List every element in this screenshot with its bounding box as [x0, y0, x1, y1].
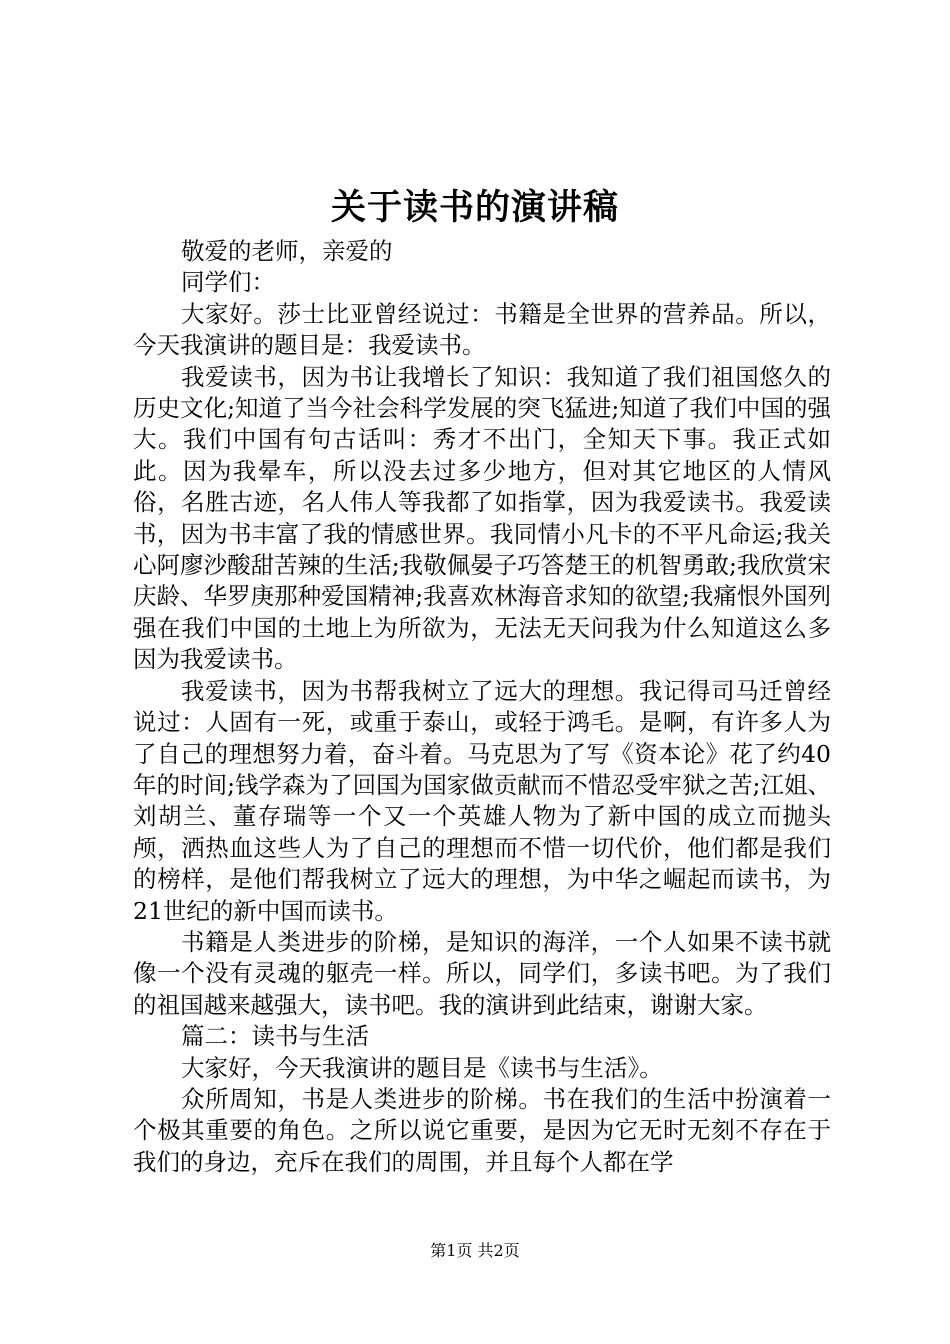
paragraph-part-two-intro: 大家好，今天我演讲的题目是《读书与生活》。 — [181, 1053, 663, 1082]
salutation-line-1: 敬爱的老师，亲爱的 — [181, 237, 393, 265]
paragraph-opening: 大家好。莎士比亚曾经说过：书籍是全世界的营养品。所以，今天我演讲的题目是：我爱读书。 — [133, 299, 831, 360]
page-footer: 第1页 共2页 — [430, 1241, 520, 1260]
paragraph-knowledge: 我爱读书，因为书让我增长了知识：我知道了我们祖国悠久的历史文化;知道了当今社会科学发展的突飞猛进;知道了我们中国的强大。我们中国有句古话叫：秀才不出门，全知天下事。我正式如此。因为我晕车，所以没去过多少地方，但对其它地区的人情风俗，名胜古迹，名人伟人等我都了如指掌，因为我爱读书。我爱读书，因为书丰富了我的情感世界。我同情小凡卡的不平凡命运;我关心阿廖沙酸甜苦辣的生活;我敬佩晏子巧答楚王的机智勇敢;我欣赏宋庆龄、华罗庚那种爱国精神;我喜欢林海音求知的欲望;我痛恨外国列强在我们中国的土地上为所欲为，无法无天问我为什么知道这么多因为我爱读书。 — [133, 362, 831, 674]
document-body — [133, 236, 831, 1178]
section-heading-part-two: 篇二：读书与生活 — [181, 1022, 369, 1051]
paragraph-ideals: 我爱读书，因为书帮我树立了远大的理想。我记得司马迁曾经说过：人固有一死，或重于泰山，或轻于鸿毛。是啊，有许多人为了自己的理想努力着，奋斗着。马克思为了写《资本论》花了约40年的时间;钱学森为了回国为国家做贡献而不惜忍受牢狱之苦;江姐、刘胡兰、董存瑞等一个又一个英雄人物为了新中国的成立而抛头颅，洒热血这些人为了自己的理想而不惜一切代价，他们都是我们的榜样，是他们帮我树立了远大的理想，为中华之崛起而读书，为21世纪的新中国而读书。 — [133, 676, 831, 925]
paragraph-closing: 书籍是人类进步的阶梯，是知识的海洋，一个人如果不读书就像一个没有灵魂的躯壳一样。所以，同学们，多读书吧。为了我们的祖国越来越强大，读书吧。我的演讲到此结束，谢谢大家。 — [133, 927, 831, 1019]
salutation-line-2: 同学们： — [181, 268, 275, 297]
document-title: 关于读书的演讲稿 — [330, 187, 619, 228]
paragraph-part-two-body: 众所周知，书是人类进步的阶梯。书在我们的生活中扮演着一个极其重要的角色。之所以说它重要，是因为它无时无刻不存在于我们的身边，充斥在我们的周围，并且每个人都在学 — [133, 1084, 831, 1176]
